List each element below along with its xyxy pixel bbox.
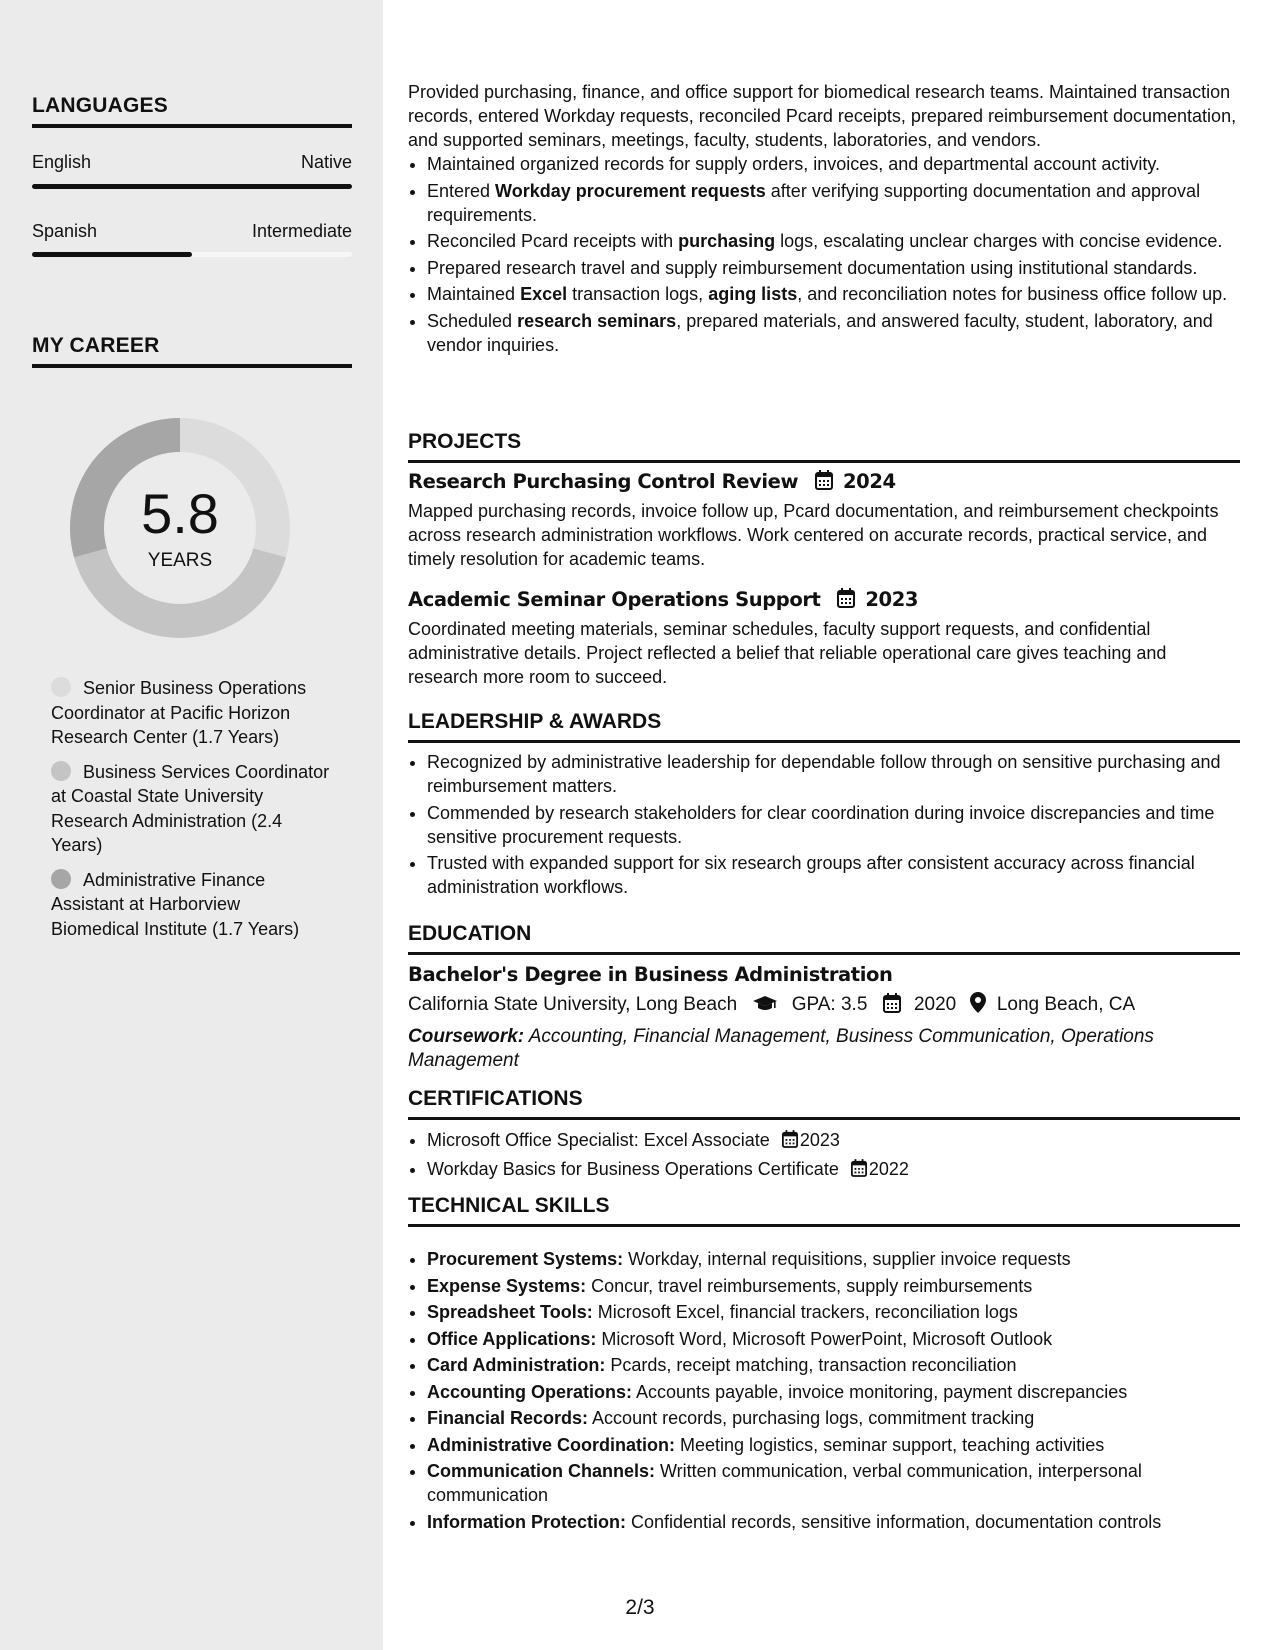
skill-item: • Spreadsheet Tools: Microsoft Excel, financial trackers, reconciliation logs: [427, 1300, 1240, 1324]
experience-bullet: • Maintained organized records for supply orders, invoices, and departmental account activity.: [427, 152, 1240, 176]
skill-item: • Information Protection: Confidential records, sensitive information, documentation controls: [427, 1510, 1240, 1534]
leadership-item: • Commended by research stakeholders for clear coordination during invoice discrepancies and time sensitive procurement requests.: [427, 801, 1240, 849]
leadership-section: [408, 750, 1240, 902]
skill-item: • Communication Channels: Written communication, verbal communication, interpersonal communication: [427, 1459, 1240, 1507]
school-name: California State University, Long Beach: [408, 994, 738, 1015]
calendar-icon: [883, 993, 901, 1019]
project-item: [408, 588, 1240, 689]
project-title: Research Purchasing Control Review: [408, 470, 799, 493]
language-row-spanish: [32, 221, 352, 242]
skill-item: • Card Administration: Pcards, receipt matching, transaction reconciliation: [427, 1353, 1240, 1377]
skills-heading: TECHNICAL SKILLS: [408, 1194, 1240, 1227]
language-row-english: [32, 152, 352, 173]
language-bar-fill: [32, 252, 192, 257]
experience-bullet: • Prepared research travel and supply reimbursement documentation using institutional standards.: [427, 256, 1240, 280]
leadership-list: [408, 750, 1240, 899]
education-section: [408, 963, 1240, 1073]
experience-bullet: • Reconciled Pcard receipts with purchasing logs, escalating unclear charges with concise evidence.: [427, 229, 1240, 253]
experience-bullet: • Entered Workday procurement requests after verifying supporting documentation and approval requirements.: [427, 179, 1240, 227]
page-number: 2/3: [625, 1596, 655, 1619]
leadership-heading: LEADERSHIP & AWARDS: [408, 710, 1240, 743]
legend-dot: [51, 869, 71, 889]
certifications-list: [408, 1128, 1240, 1183]
legend-dot: [51, 761, 71, 781]
calendar-icon: [782, 1130, 798, 1154]
certification-item: • Workday Basics for Business Operations Certificate 2022: [427, 1157, 1240, 1183]
project-item: [408, 470, 1240, 571]
language-bar-fill: [32, 184, 352, 189]
coursework-label: Coursework:: [408, 1026, 525, 1047]
skill-item: • Administrative Coordination: Meeting logistics, seminar support, teaching activities: [427, 1433, 1240, 1457]
career-legend-text: Business Services Coordinator at Coastal State University Research Administration (2.4 Years): [51, 761, 330, 855]
school-location: Long Beach, CA: [996, 994, 1136, 1015]
language-name: Spanish: [32, 221, 98, 241]
calendar-icon: [851, 1159, 867, 1183]
project-year: 2023: [865, 588, 919, 611]
career-legend-item: [51, 760, 331, 858]
skill-item: • Financial Records: Account records, purchasing logs, commitment tracking: [427, 1406, 1240, 1430]
calendar-icon: [815, 470, 833, 495]
graduation-year: 2020: [913, 994, 957, 1015]
legend-dot: [51, 677, 71, 697]
graduation-cap-icon: [752, 995, 778, 1019]
skill-item: • Expense Systems: Concur, travel reimbursements, supply reimbursements: [427, 1274, 1240, 1298]
leadership-item: • Recognized by administrative leadership for dependable follow through on sensitive purchasing and reimbursement matters.: [427, 750, 1240, 798]
skill-item: • Office Applications: Microsoft Word, Microsoft PowerPoint, Microsoft Outlook: [427, 1327, 1240, 1351]
skill-item: • Accounting Operations: Accounts payable, invoice monitoring, payment discrepancies: [427, 1380, 1240, 1404]
coursework-list: Accounting, Financial Management, Business Communication, Operations Management: [408, 1026, 1154, 1071]
project-title: Academic Seminar Operations Support: [408, 588, 821, 611]
experience-bullets: [408, 152, 1240, 357]
language-name: English: [32, 152, 92, 172]
career-total-years: 5.8: [141, 482, 219, 545]
language-level: Intermediate: [251, 221, 352, 241]
experience-section: [408, 80, 1240, 359]
degree-title: Bachelor's Degree in Business Administration: [408, 963, 893, 986]
experience-bullet: • Scheduled research seminars, prepared materials, and answered faculty, student, laboratory, and vendor inquiries.: [427, 309, 1240, 357]
skills-section: [408, 1247, 1240, 1536]
calendar-icon: [837, 588, 855, 613]
projects-heading: PROJECTS: [408, 430, 1240, 463]
skills-list: [408, 1247, 1240, 1534]
certifications-section: [408, 1128, 1240, 1185]
project-description: Coordinated meeting materials, seminar schedules, faculty support requests, and confidential administrative details. Project reflected a belief that reliable operational care gives teaching and research more room to succeed.: [408, 619, 1167, 687]
location-pin-icon: [970, 992, 986, 1019]
career-heading: MY CAREER: [32, 334, 352, 368]
leadership-item: • Trusted with expanded support for six research groups after consistent accuracy across financial administration workflows.: [427, 851, 1240, 899]
project-description: Mapped purchasing records, invoice follow up, Pcard documentation, and reimbursement checkpoints across research administration workflows. Work centered on accurate records, practical service, and timely resolution for academic teams.: [408, 501, 1219, 569]
language-bar-english: [32, 184, 352, 189]
career-legend-text: Senior Business Operations Coordinator at Pacific Horizon Research Center (1.7 Years): [51, 678, 307, 747]
language-level: Native: [300, 152, 352, 172]
education-details: [408, 992, 1240, 1019]
career-legend-text: Administrative Finance Assistant at Harborview Biomedical Institute (1.7 Years): [51, 869, 300, 939]
certification-item: • Microsoft Office Specialist: Excel Associate 2023: [427, 1128, 1240, 1154]
project-year: 2024: [842, 470, 896, 493]
education-heading: EDUCATION: [408, 922, 1240, 955]
career-legend-item: [51, 676, 331, 750]
language-bar-spanish: [32, 252, 352, 257]
languages-heading: LANGUAGES: [32, 94, 352, 128]
career-legend: [51, 676, 331, 951]
skill-item: • Procurement Systems: Workday, internal requisitions, supplier invoice requests: [427, 1247, 1240, 1271]
experience-summary: Provided purchasing, finance, and office support for biomedical research teams. Maintained transaction records, entered Workday requests, reconciled Pcard receipts, prepared reimbursement documentation, and supported seminars, meetings, faculty, students, laboratories, and vendors.: [408, 82, 1237, 150]
experience-bullet: • Maintained Excel transaction logs, aging lists, and reconciliation notes for business office follow up.: [427, 282, 1240, 306]
certifications-heading: CERTIFICATIONS: [408, 1087, 1240, 1120]
sidebar: [0, 0, 383, 1650]
career-total-unit: YEARS: [147, 550, 213, 571]
career-legend-item: [51, 868, 331, 942]
gpa: GPA: 3.5: [791, 994, 868, 1015]
coursework: [408, 1025, 1240, 1073]
